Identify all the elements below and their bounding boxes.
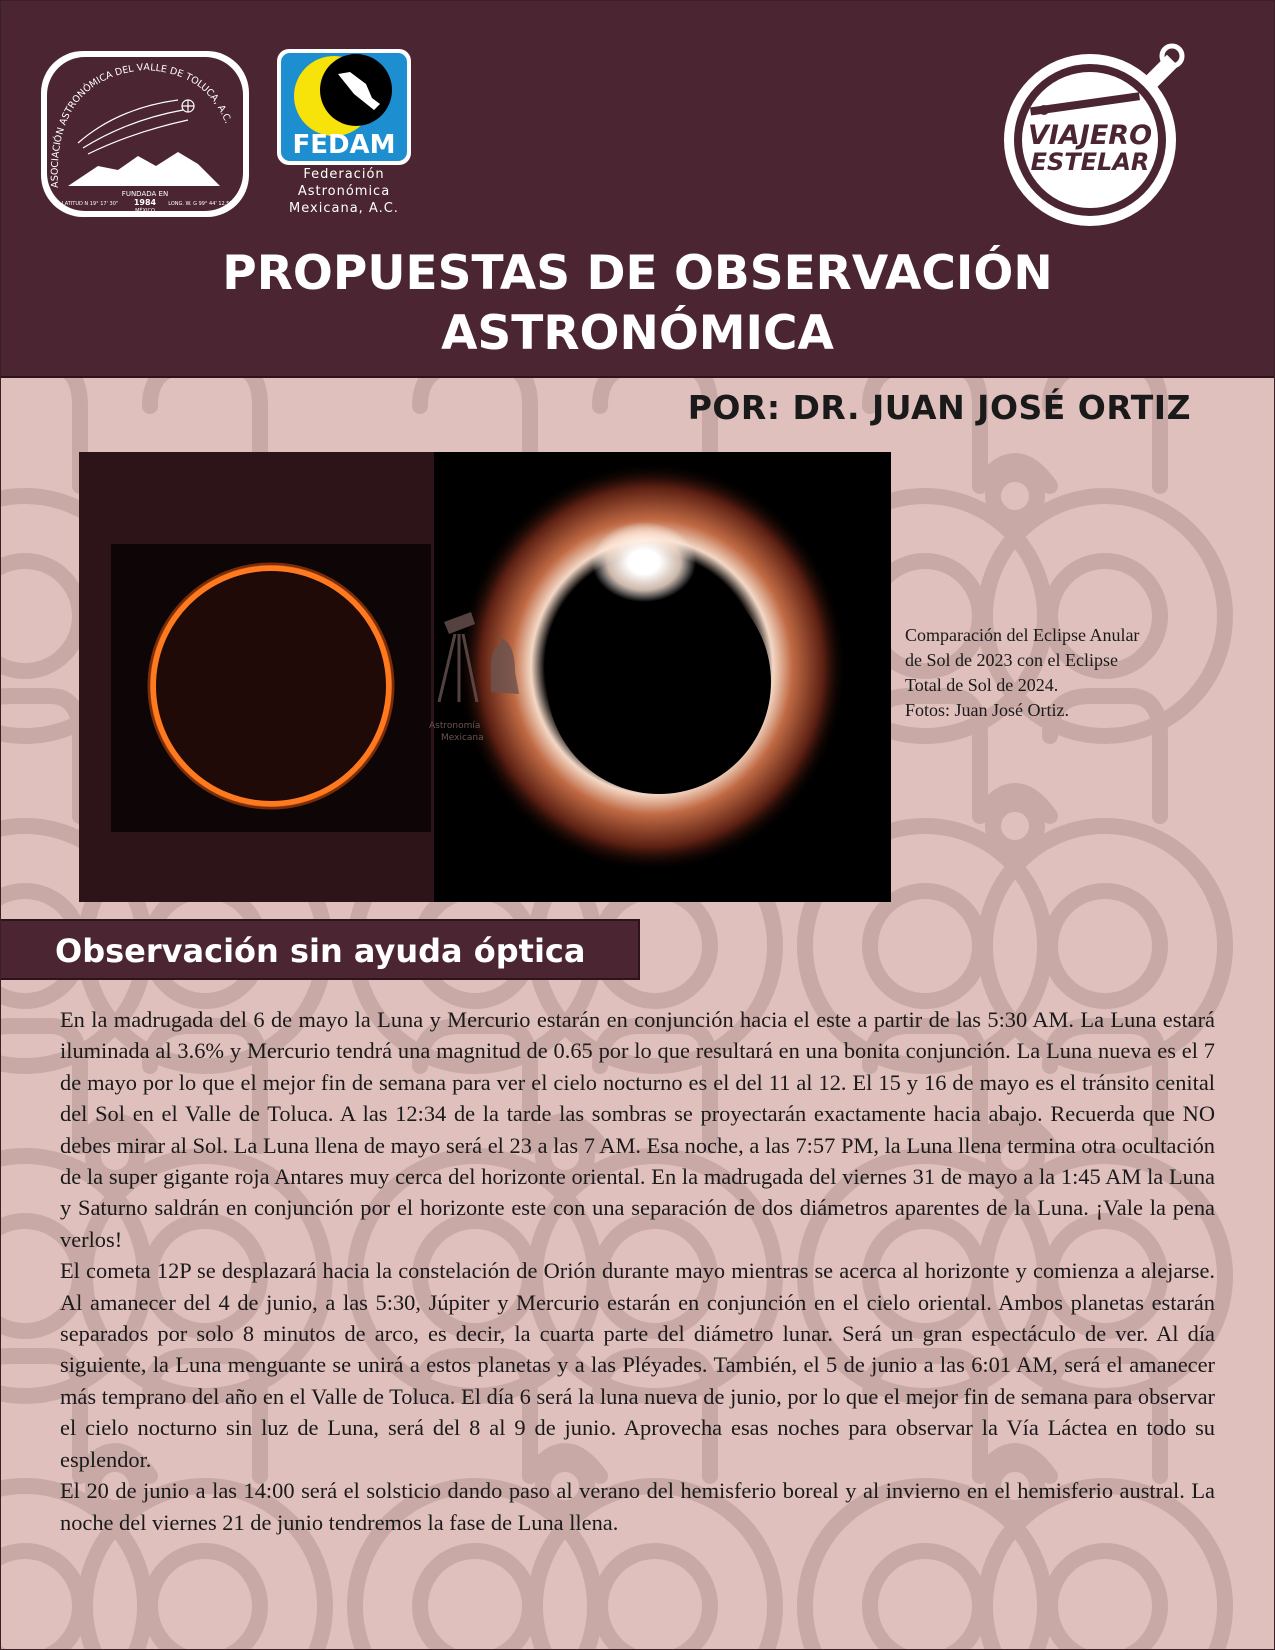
photo-caption [905,623,1205,723]
paragraph: En la madrugada del 6 de mayo la Luna y Mercurio estarán en conjunción hacia el este a partir de las 5:30 AM. La Luna estará iluminada al 3.6% y Mercurio tendrá una magnitud de 0.65 por lo que resultará en una bonita conjunción. La Luna nueva es el 7 de mayo por lo que el mejor fin de semana para ver el cielo nocturno es el del 11 al 12. El 15 y 16 de mayo es el tránsito cenital del Sol en el Valle de Toluca. A las 12:34 de la tarde las sombras se proyectarán exactamente hacia abajo. Recuerda que NO debes mirar al Sol. La Luna llena de mayo será el 23 a las 7 AM. Esa noche, a las 7:57 PM, la Luna llena termina otra ocultación de la super gigante roja Antares muy cerca del horizonte oriental. En la madrugada del viernes 31 de mayo a la 1:45 AM la Luna y Saturno saldrán en conjunción por el horizonte este con una separación de dos diámetros aparentes de la Luna. ¡Vale la pena verlos! [60,1007,1215,1252]
fedam-logo [276,48,412,166]
avt-location: MÉXICO [135,208,155,214]
paragraph: El 20 de junio a las 14:00 será el solsticio dando paso al verano del hemisferio boreal y al invierno en el hemisferio austral. La noche del viernes 21 de junio tendremos la fase de Luna llena. [60,1478,1215,1535]
section-header [0,919,640,980]
avt-logo [38,48,252,220]
title-line: PROPUESTAS DE OBSERVACIÓN [222,246,1053,301]
caption-line: Fotos: Juan José Ortiz. [905,700,1069,720]
viajero-estelar-logo [1004,38,1204,228]
caption-line: de Sol de 2023 con el Eclipse [905,650,1118,670]
caption-line: Comparación del Eclipse Anular [905,625,1140,645]
fedam-caption-line: Federación [303,167,385,182]
title-line: ASTRONÓMICA [441,306,834,361]
photo-watermark-text: Astronomía [429,721,481,731]
eclipse-comparison-photo [79,452,891,902]
avt-ring-text: ASOCIACIÓN ASTRONÓMICA DEL VALLE DE TOLUCA, A.C. [49,61,234,189]
avt-founded-year: 1984 [133,198,157,207]
section-title: Observación sin ayuda óptica [55,932,586,970]
fedam-badge-text: FEDAM [292,130,396,160]
paragraph: El cometa 12P se desplazará hacia la constelación de Orión durante mayo mientras se acerca al horizonte y comienza a alejarse. Al amanecer del 4 de junio, a las 5:30, Júpiter y Mercurio estarán en conjunción en el cielo oriental. Ambos planetas estarán separados por solo 8 minutos de arco, es decir, la cuarta parte del diámetro lunar. Será un gran espectáculo de ver. Al día siguiente, la Luna menguante se unirá a estos planetas y a las Pléyades. También, el 5 de junio a las 6:01 AM, será el amanecer más temprano del año en el Valle de Toluca. El día 6 será la luna nueva de junio, por lo que el mejor fin de semana para observar el cielo nocturno sin luz de Luna, será del 8 al 9 de junio. Aprovecha esas noches para observar la Vía Láctea en todo su esplendor. [60,1258,1215,1472]
caption-line: Total de Sol de 2024. [905,675,1059,695]
author-byline: POR: DR. JUAN JOSÉ ORTIZ [687,388,1191,427]
avt-lat: LATITUD N 19° 17' 30" [61,201,119,207]
header-band [0,0,1275,378]
avt-founded-label: FUNDADA EN [121,190,169,198]
avt-long: LONG. W. G 99° 44' 12.5" [168,201,232,207]
page-title [0,244,1275,364]
fedam-caption-line: Astronómica [297,184,391,199]
fedam-caption [270,166,418,217]
photo-watermark-text: Mexicana [441,733,484,743]
viajero-line1: VIAJERO [1027,120,1153,151]
fedam-caption-line: Mexicana, A.C. [289,201,399,216]
article-body [60,1004,1215,1538]
viajero-line2: ESTELAR [1030,148,1150,176]
